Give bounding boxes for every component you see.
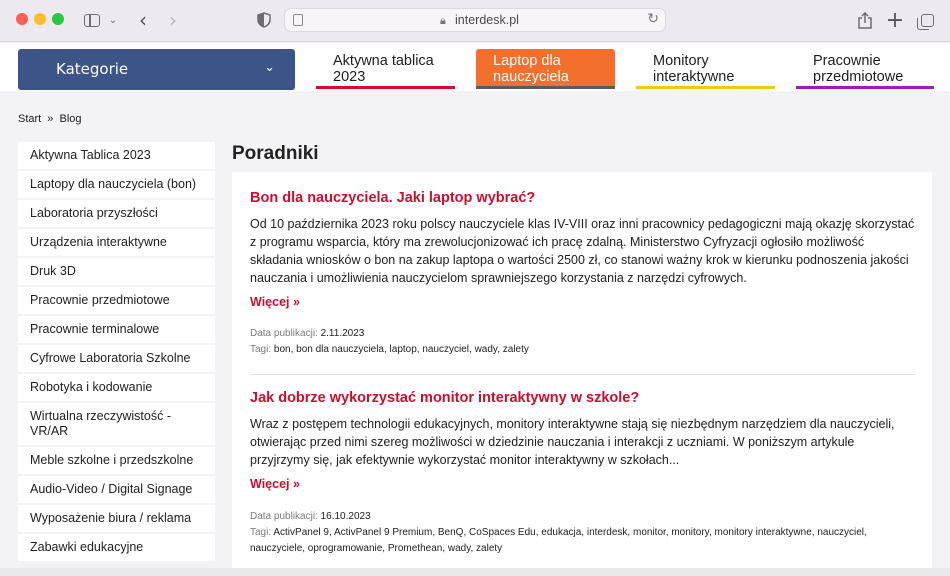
post-tags xyxy=(250,525,916,557)
sidebar-toggle-icon[interactable] xyxy=(82,8,102,32)
nav-tab-laptop-dla-nauczyciela[interactable] xyxy=(476,49,615,89)
sidebar-item-wyposazenie-biura[interactable]: Wyposażenie biura / reklama xyxy=(18,505,215,534)
chevron-down-icon[interactable]: ⌄ xyxy=(108,14,118,26)
nav-tab-aktywna-tablica[interactable] xyxy=(316,49,455,89)
breadcrumb-start-link[interactable]: Start xyxy=(18,113,42,125)
post-title-link[interactable]: Jak dobrze wykorzystać monitor interaktywny w szkole? xyxy=(250,390,640,406)
post-tags xyxy=(250,342,529,358)
sidebar-item-robotyka[interactable]: Robotyka i kodowanie xyxy=(18,374,215,403)
read-more-link[interactable]: Więcej » xyxy=(250,295,300,309)
sidebar-item-pracownie-terminalowe[interactable]: Pracownie terminalowe xyxy=(18,316,215,345)
new-tab-icon[interactable]: + xyxy=(885,7,905,33)
post-excerpt: Wraz z postępem technologii edukacyjnych, monitory interaktywne stają się niezbędnym narzędziem dla nauczycieli, otwierając przed nimi szereg możliwości w dziedzinie nauczania i interakcji z uczniami. W poniższym artykule przyjrzymy się, jak efektywnie wykorzystać monitor interaktywny w szkołach... xyxy=(250,417,895,467)
sidebar-item-laptopy[interactable]: Laptopy dla nauczyciela (bon) xyxy=(18,171,215,200)
address-bar[interactable] xyxy=(284,8,666,32)
breadcrumb-current: Blog xyxy=(59,113,82,125)
post-divider xyxy=(250,374,916,375)
sidebar-item-audio-video[interactable]: Audio-Video / Digital Signage xyxy=(18,476,215,505)
post-meta xyxy=(250,509,916,557)
lock-icon: 🔒︎ xyxy=(440,14,446,27)
nav-tab-label-line1: Laptop dla xyxy=(493,53,561,69)
nav-tab-label-line1: Pracownie xyxy=(813,53,881,69)
chevron-down-icon: ⌄ xyxy=(264,60,275,75)
nav-tab-underline xyxy=(316,86,455,89)
nav-tab-pracownie-przedmiotowe[interactable] xyxy=(796,49,934,89)
post-meta xyxy=(250,326,529,358)
date-label: Data publikacji: xyxy=(250,328,318,339)
breadcrumb xyxy=(18,113,85,125)
page-title: Poradniki xyxy=(232,143,319,164)
sidebar-item-zabawki[interactable]: Zabawki edukacyjne xyxy=(18,534,215,563)
minimize-window-button[interactable] xyxy=(34,13,46,25)
site-navigation xyxy=(0,43,950,91)
nav-tab-monitory-interaktywne[interactable] xyxy=(636,49,775,89)
url-text[interactable]: interdesk.pl xyxy=(455,13,519,27)
privacy-shield-icon[interactable] xyxy=(255,8,273,32)
breadcrumb-separator: » xyxy=(47,113,54,125)
page-icon xyxy=(293,14,303,26)
sidebar-item-pracownie-przedmiotowe[interactable]: Pracownie przedmiotowe xyxy=(18,287,215,316)
tags-label: Tagi: xyxy=(250,527,272,538)
post-date xyxy=(250,326,529,342)
read-more-link[interactable]: Więcej » xyxy=(250,477,300,491)
tags-value[interactable]: ActivPanel 9, ActivPanel 9 Premium, BenQ, CoSpaces Edu, edukacja, interdesk, monitor, monitory, monitory interaktywne, nauczyciel, nauczyciele, oprogramowanie, Promethean, wady, zalety xyxy=(250,527,867,554)
categories-label: Kategorie xyxy=(56,60,129,78)
nav-tab-underline xyxy=(636,86,775,89)
post-date xyxy=(250,509,916,525)
date-value: 2.11.2023 xyxy=(320,328,365,339)
reload-icon[interactable]: ↻ xyxy=(647,11,659,27)
blog-post xyxy=(250,190,916,355)
nav-tab-label-line2: 2023 xyxy=(333,69,366,85)
nav-tab-underline xyxy=(796,86,934,89)
sidebar-item-urzadzenia[interactable]: Urządzenia interaktywne xyxy=(18,229,215,258)
nav-tab-label-line1: Aktywna tablica xyxy=(333,53,434,69)
browser-toolbar xyxy=(0,0,950,42)
date-label: Data publikacji: xyxy=(250,511,318,522)
page-bottom-edge xyxy=(0,568,950,576)
nav-tab-underline xyxy=(476,86,615,89)
tab-overview-icon[interactable] xyxy=(918,8,936,32)
nav-tab-label-line2: interaktywne xyxy=(653,69,735,85)
back-arrow-icon[interactable]: ‹ xyxy=(139,8,147,32)
tags-value[interactable]: bon, bon dla nauczyciela, laptop, nauczyciel, wady, zalety xyxy=(273,344,529,355)
sidebar-item-vr-ar[interactable]: Wirtualna rzeczywistość - VR/AR xyxy=(18,403,215,447)
sidebar-item-cyfrowe-laboratoria[interactable]: Cyfrowe Laboratoria Szkolne xyxy=(18,345,215,374)
sidebar-item-aktywna-tablica[interactable]: Aktywna Tablica 2023 xyxy=(18,142,215,171)
categories-dropdown-button[interactable] xyxy=(18,49,295,90)
nav-tab-label-line1: Monitory xyxy=(653,53,709,69)
post-excerpt: Od 10 października 2023 roku polscy nauczyciele klas IV-VIII oraz inni pracownicy pedagogiczni mają okazję skorzystać z programu wsparcia, który ma zrewolucjonizować ich pracę zdalną. Ministerstwo Cyfryzacji ogłosiło możliwość składania wniosków o bon na zakup laptopa o wartości 2500 zł, co stanowi ważny krok w kierunku podnoszenia jakości nauczania i umożliwienia nauczycielom sprawniejszego korzystania z narzędzi cyfrowych. xyxy=(250,217,915,285)
nav-tab-label-line2: przedmiotowe xyxy=(813,69,904,85)
nav-tab-label-line2: nauczyciela xyxy=(493,69,569,85)
share-icon[interactable] xyxy=(856,8,874,32)
post-title-link[interactable]: Bon dla nauczyciela. Jaki laptop wybrać? xyxy=(250,190,536,206)
close-window-button[interactable] xyxy=(16,13,28,25)
date-value: 16.10.2023 xyxy=(320,511,371,522)
forward-arrow-icon[interactable]: › xyxy=(169,8,177,32)
sidebar-item-meble[interactable]: Meble szkolne i przedszkolne xyxy=(18,447,215,476)
blog-post xyxy=(250,390,916,554)
category-sidebar xyxy=(18,142,215,563)
tags-label: Tagi: xyxy=(250,344,272,355)
sidebar-item-druk-3d[interactable]: Druk 3D xyxy=(18,258,215,287)
post-list xyxy=(232,172,932,576)
zoom-window-button[interactable] xyxy=(52,13,64,25)
sidebar-item-laboratoria[interactable]: Laboratoria przyszłości xyxy=(18,200,215,229)
